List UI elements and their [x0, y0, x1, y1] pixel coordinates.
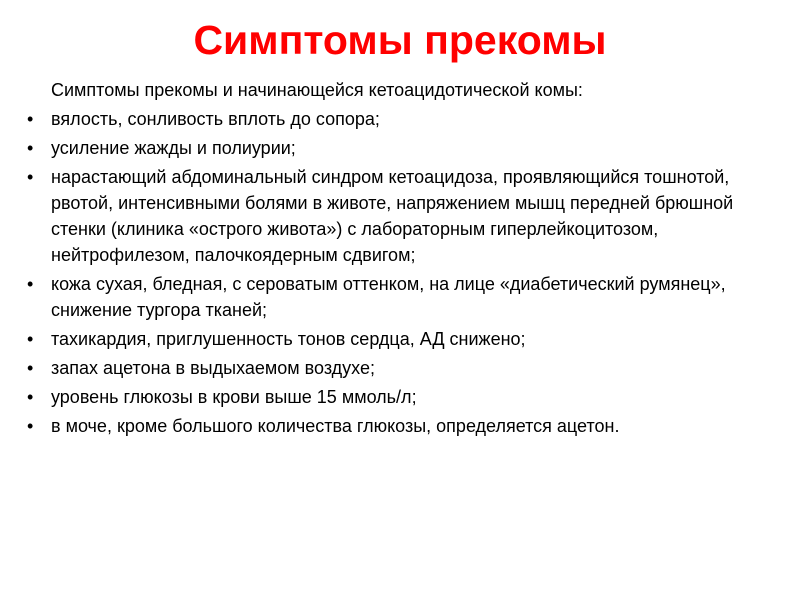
list-item	[0, 106, 800, 132]
list-item-text: усиление жажды и полиурии;	[51, 138, 296, 158]
list-item	[0, 135, 800, 161]
list-item	[0, 271, 800, 323]
list-item	[0, 413, 800, 439]
list-item-text: тахикардия, приглушенность тонов сердца, АД снижено;	[51, 329, 526, 349]
bullet-icon: •	[27, 109, 34, 129]
slide-title: Симптомы прекомы	[193, 17, 607, 63]
list-item-text: вялость, сонливость вплоть до сопора;	[51, 109, 380, 129]
list-item	[0, 164, 800, 268]
list-item-text: нарастающий абдоминальный синдром кетоацидоза, проявляющийся тошнотой, рвотой, интенсивными болями в животе, напряжением мышц передней брюшной стенки (клиника «острого живота») с лабораторным гиперлейкоцитозом, нейтрофилезом, палочкоядерным сдвигом;	[51, 167, 734, 265]
bullet-icon: •	[27, 167, 34, 187]
bullet-icon: •	[27, 387, 34, 407]
list-item	[0, 384, 800, 410]
list-item-text: кожа сухая, бледная, с сероватым оттенком, на лице «диабетический румянец», снижение тургора тканей;	[51, 274, 726, 320]
symptom-list	[0, 106, 800, 442]
list-item-text: уровень глюкозы в крови выше 15 ммоль/л;	[51, 387, 417, 407]
list-item	[0, 326, 800, 352]
bullet-icon: •	[27, 274, 34, 294]
list-item-text: запах ацетона в выдыхаемом воздухе;	[51, 358, 375, 378]
bullet-icon: •	[27, 329, 34, 349]
bullet-icon: •	[27, 138, 34, 158]
bullet-icon: •	[27, 358, 34, 378]
bullet-icon: •	[27, 416, 34, 436]
list-item-text: в моче, кроме большого количества глюкозы, определяется ацетон.	[51, 416, 620, 436]
list-item	[0, 355, 800, 381]
intro-text: Симптомы прекомы и начинающейся кетоацидотической комы:	[51, 80, 583, 100]
